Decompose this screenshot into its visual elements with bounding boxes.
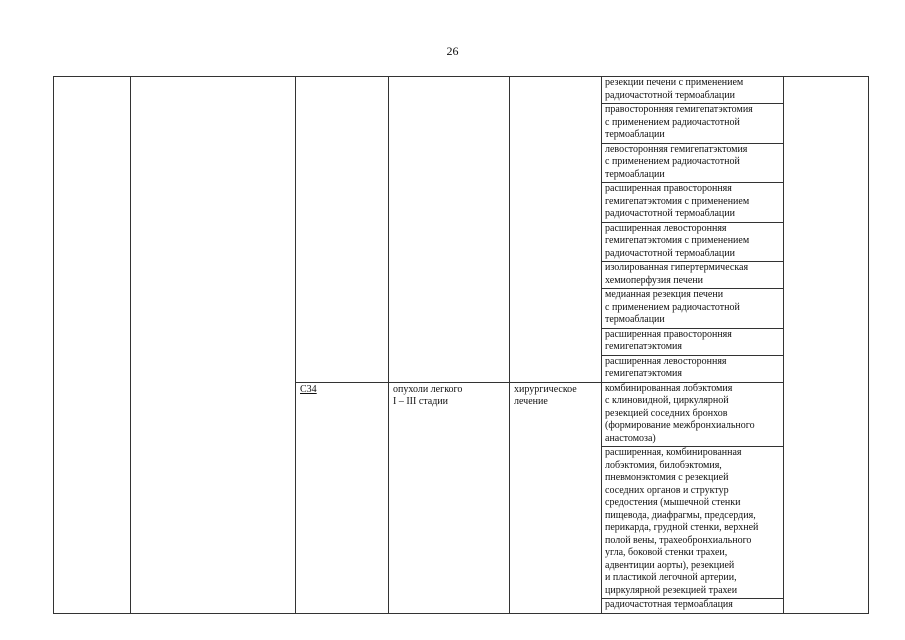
procedure-cell [602,599,784,614]
procedure-cell [602,289,784,329]
procedure-cell [602,77,784,104]
procedure-table [53,76,869,614]
procedure-text: резекции печени с применением радиочастотной термоаблации [605,77,744,101]
number-cell [54,77,131,614]
page-number: 26 [446,44,459,58]
procedure-text: радиочастотная термоаблация [605,599,733,610]
procedure-cell [602,382,784,447]
treatment-cell-empty [510,77,602,383]
code-cell [296,382,389,613]
code-link[interactable]: C34 [300,383,317,395]
procedure-text: комбинированная лобэктомия с клиновидной, циркулярной резекцией соседних бронхов (формирование межбронхиального анастомоза) [605,382,755,444]
procedure-text: расширенная, комбинированная лобэктомия, билобэктомия, пневмонэктомия с резекцией соседних органов и структур средостения (мышечной стенки пищевода, диафрагмы, предсердия, перикарда, грудной стенки, верхней полой вены, трахеобронхиального угла, боковой стенки трахеи, адвентиции аорты), резекцией и пластикой легочной артерии, циркулярной резекцией трахеи [605,447,759,596]
profile-cell [131,77,296,614]
model-cell [389,382,510,613]
treatment-text: хирургическое лечение [514,383,577,407]
model-text: опухоли легкого I – III стадии [393,383,463,407]
procedure-text: расширенная левосторонняя гемигепатэктомия [605,355,727,379]
procedure-cell [602,104,784,144]
procedure-cell [602,447,784,599]
treatment-cell [510,382,602,613]
procedure-cell [602,222,784,262]
procedure-text: изолированная гипертермическая хемиоперфузия печени [605,262,749,286]
procedure-cell [602,262,784,289]
procedure-cell [602,143,784,183]
procedure-cell [602,355,784,382]
procedure-text: расширенная правосторонняя гемигепатэктомия [605,328,732,352]
tariff-cell [784,77,869,614]
procedure-text: расширенная левосторонняя гемигепатэктомия с применением радиочастотной термоаблации [605,222,750,259]
procedure-text: левосторонняя гемигепатэктомия с применением радиочастотной термоаблации [605,143,748,180]
procedure-cell [602,183,784,223]
model-cell-empty [389,77,510,383]
procedure-text: правосторонняя гемигепатэктомия с применением радиочастотной термоаблации [605,104,753,140]
code-cell-empty [296,77,389,383]
procedure-text: расширенная правосторонняя гемигепатэктомия с применением радиочастотной термоаблации [605,183,750,219]
procedure-cell [602,328,784,355]
procedure-text: медианная резекция печени с применением радиочастотной термоаблации [605,289,740,325]
